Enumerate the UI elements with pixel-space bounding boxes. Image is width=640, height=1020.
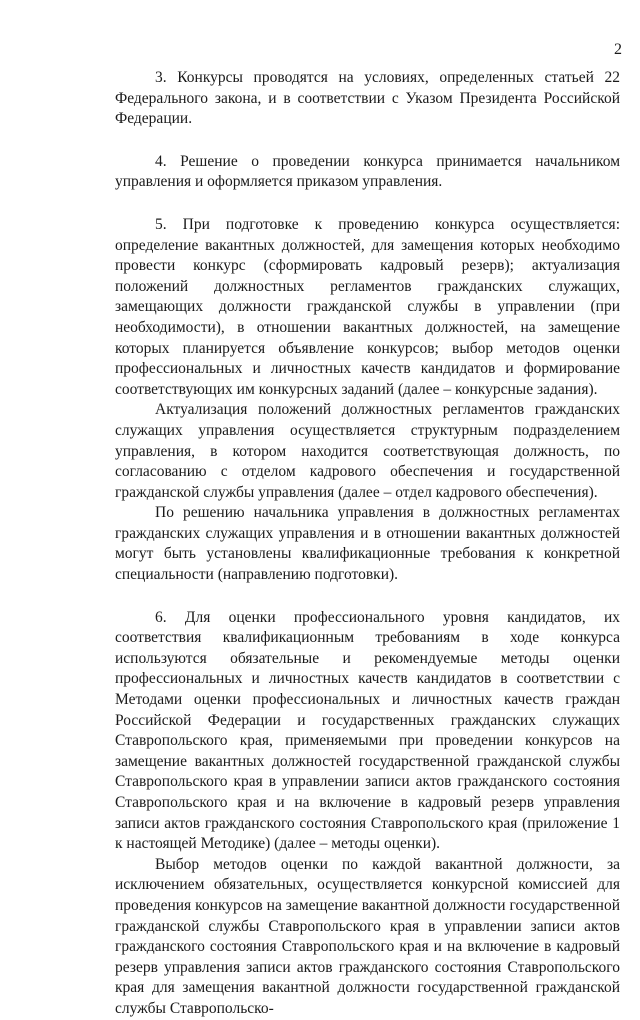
paragraph-point-5-qualifications: По решению начальника управления в должностных регламентах гражданских служащих управления и в отношении вакантных должностей могут быть установлены квалификационные требования к конкретной специальности (направлению подготовки). — [115, 504, 620, 584]
paragraph-point-5-regulations: Актуализация положений должностных регламентов гражданских служащих управления осуществляется структурным подразделением управления, в котором находится соответствующая должность, по согласованию с отделом кадрового обеспечения и государственной гражданской службы управления (далее – отдел кадрового обеспечения). — [115, 401, 620, 501]
paragraph-point-6: 6. Для оценки профессионального уровня кандидатов, их соответствия квалификационным требованиям в ходе конкурса используются обязательные и рекомендуемые методы оценки профессиональных и личностных качеств кандидатов в соответствии с Методами оценки профессиональных и личностных качеств граждан Российской Федерации и государственных гражданских служащих Ставропольского края, применяемыми при проведении конкурсов на замещение вакантных должностей государственной гражданской службы Ставропольского края в управлении записи актов гражданского состояния Ставропольского края и на включение в кадровый резерв управления записи актов гражданского состояния Ставропольского края (приложение 1 к настоящей Методике) (далее – методы оценки). — [115, 608, 620, 853]
paragraph-point-6-methods-choice: Выбор методов оценки по каждой вакантной должности, за исключением обязательных, осуществляется конкурсной комиссией для проведения конкурсов на замещение вакантной должности государственной гражданской службы Ставропольского края в управлении записи актов гражданского состояния Ставропольского края и на включение в кадровый резерв управления записи актов гражданского состояния Ставропольского края для замещения вакантной должности государственной гражданской службы Ставропольско- — [115, 855, 620, 1017]
paragraph-point-5: 5. При подготовке к проведению конкурса осуществляется: определение вакантных должностей, для замещения которых необходимо провести конкурс (сформировать кадровый резерв); актуализация положений должностных регламентов гражданских служащих, замещающих должности гражданской службы в управлении (при необходимости), в отношении вакантных должностей, на замещение которых планируется объявление конкурсов; выбор методов оценки профессиональных и личностных качеств кандидатов и формирование соответствующих им конкурсных заданий (далее – конкурсные задания). — [115, 215, 620, 398]
document-body — [115, 68, 620, 1020]
paragraph-point-4: 4. Решение о проведении конкурса принимается начальником управления и оформляется приказом управления. — [115, 152, 620, 191]
page-number: 2 — [614, 41, 622, 58]
paragraph-point-3: 3. Конкурсы проводятся на условиях, определенных статьей 22 Федерального закона, и в соответствии с Указом Президента Российской Федерации. — [115, 69, 620, 128]
